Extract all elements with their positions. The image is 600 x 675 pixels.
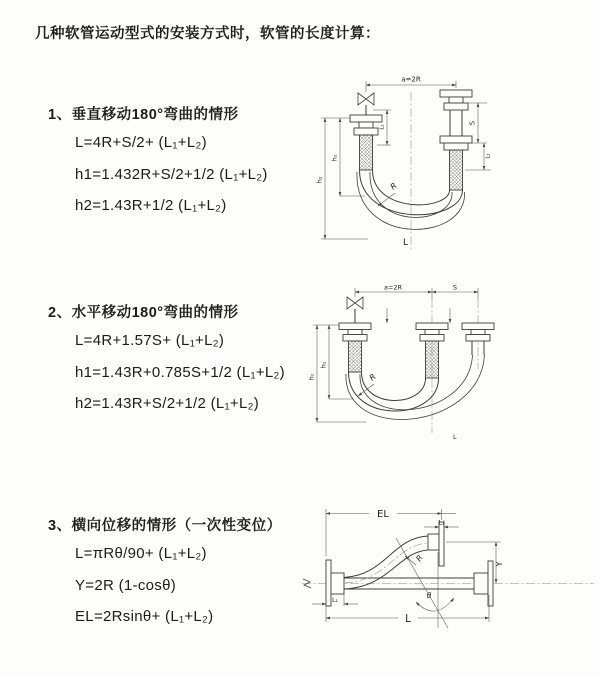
- section-lateral-displacement: [48, 514, 282, 640]
- dim-label-s: S: [452, 283, 458, 292]
- dim-label-el: EL: [377, 509, 389, 520]
- raised-flange-displaced: [428, 519, 445, 566]
- dimension-a-2r: [366, 76, 456, 93]
- dim-label-r: R: [388, 181, 399, 192]
- dim-label-h1: h₁: [319, 361, 328, 369]
- position-arrows: [387, 308, 450, 323]
- dim-label-h1: h₁: [330, 154, 339, 162]
- formula-line: L=4R+1.57S+ (L₁+L₂): [75, 332, 225, 349]
- dim-label-l-total: L: [403, 238, 409, 248]
- section-2-heading: 2、水平移动180°弯曲的情形: [48, 305, 239, 321]
- right-pipe: [440, 90, 472, 190]
- dim-label-r: R: [367, 372, 378, 383]
- dimension-l1-top: [424, 520, 459, 528]
- braided-hose-section: [360, 135, 373, 170]
- formula-line: Y=2R (1-cosθ): [75, 576, 177, 594]
- formula-line: h2=1.43R+S/2+1/2 (L₁+L₂): [75, 395, 260, 412]
- section-horizontal-180: [48, 301, 285, 427]
- dim-label-l2: L₂: [485, 153, 492, 159]
- formula-line: h1=1.43R+0.785S+1/2 (L₁+L₂): [75, 363, 285, 381]
- braided-hose-section: [450, 150, 463, 190]
- hose-u-bends: [346, 355, 485, 419]
- dimension-l-total: [326, 595, 489, 625]
- dim-label-l: L: [405, 613, 411, 625]
- braided-hose-section: [349, 341, 362, 372]
- formula-line: L=πRθ/90+ (L₁+L₂): [75, 545, 207, 562]
- formula-line: EL=2Rsinθ+ (L₁+L₂): [75, 608, 214, 625]
- left-pipe-with-valve: [339, 297, 371, 372]
- dim-label-a2r: a=2R: [401, 75, 421, 84]
- dim-label-r: R: [414, 553, 425, 564]
- right-flange: [474, 561, 493, 606]
- braided-hose-section: [426, 341, 439, 378]
- dim-label-theta: θ: [426, 591, 432, 600]
- dim-label-l1: L₁: [379, 124, 386, 130]
- valve-icon: [358, 93, 374, 105]
- page-title: 几种软管运动型式的安装方式时，软管的长度计算：: [35, 26, 380, 42]
- diagram-horizontal-180-bend: [308, 281, 593, 456]
- formula-line: h2=1.43R+1/2 (L₁+L₂): [75, 197, 227, 214]
- dim-label-h2: h₂: [315, 176, 324, 184]
- dimension-l1-bottom: [312, 594, 358, 606]
- dim-label-l1-top: L₁: [438, 519, 445, 527]
- valve-icon: [347, 297, 363, 309]
- section-1-heading: 1、垂直移动180°弯曲的情形: [48, 107, 239, 123]
- middle-pipe: [416, 323, 448, 378]
- dim-label-a2r: a=2R: [383, 283, 403, 292]
- dim-label-s: S: [468, 120, 477, 126]
- section-vertical-180: [48, 103, 268, 229]
- radius-callout: [378, 181, 399, 206]
- formula-line: L=4R+S/2+ (L₁+L₂): [75, 134, 207, 151]
- s-curve-hose: [344, 536, 428, 589]
- dim-label-y: Y: [495, 561, 504, 567]
- formula-line: h1=1.432R+S/2+1/2 (L₁+L₂): [75, 165, 268, 183]
- diagram-lateral-displacement: [298, 498, 598, 663]
- section-3-heading: 3、横向位移的情形（一次性变位）: [48, 518, 282, 534]
- dim-label-h2: h₂: [308, 373, 316, 381]
- left-pipe-with-valve: [350, 93, 382, 170]
- dim-label-l-total: L: [453, 433, 457, 441]
- dimension-a-2r-and-s: [355, 284, 478, 300]
- diagram-vertical-180-bend: [313, 68, 588, 263]
- dim-label-l1-bottom: L₁: [332, 597, 338, 604]
